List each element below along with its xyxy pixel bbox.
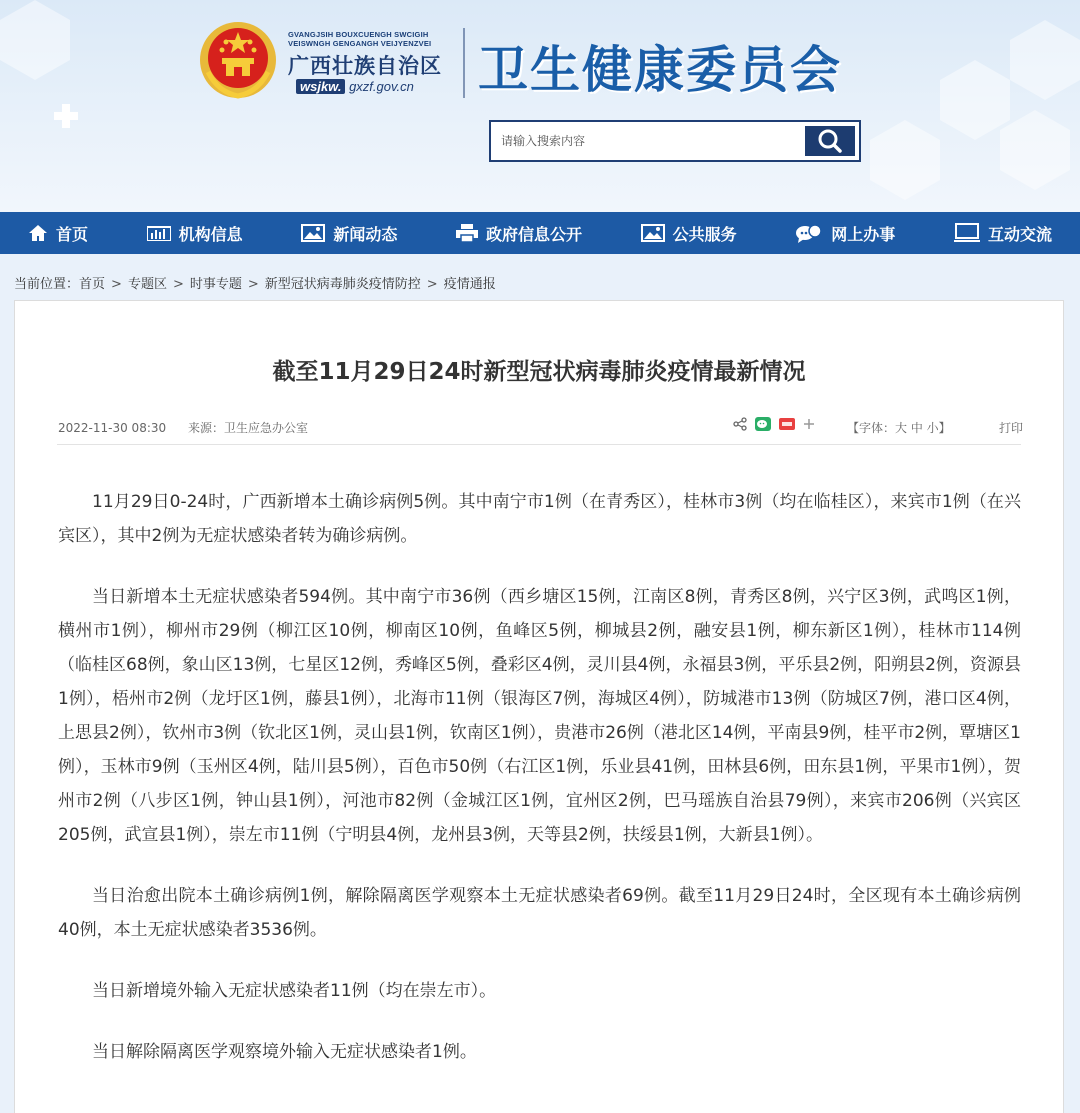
search-box <box>489 120 861 162</box>
article-paragraph: 当日治愈出院本土确诊病例1例，解除隔离医学观察本土无症状感染者69例。截至11月29日24时，全区现有本土确诊病例40例，本土无症状感染者3536例。 <box>58 886 1021 940</box>
plus-icon <box>54 104 78 128</box>
monitor-icon <box>954 223 980 243</box>
breadcrumb: 当前位置：首页 > 专题区 > 时事专题 > 新型冠状病毒肺炎疫情防控 > 疫情通报 <box>14 277 496 292</box>
nav-label: 公共服务 <box>672 224 737 244</box>
nav-item-organization[interactable] <box>147 222 243 245</box>
article-paragraph: 当日新增境外输入无症状感染者11例（均在崇左市）。 <box>92 981 497 1001</box>
search-button[interactable] <box>805 126 855 156</box>
logo-region-name: 广西壮族自治区 <box>288 53 442 78</box>
share-tools <box>733 417 823 431</box>
article-meta <box>58 419 326 436</box>
image-icon <box>301 224 325 242</box>
logo-divider <box>463 28 465 98</box>
nav-item-news[interactable] <box>301 222 397 245</box>
article-source: 来源：卫生应急办公室 <box>187 421 308 435</box>
nav-item-home[interactable] <box>28 222 88 245</box>
print-button[interactable]: 打印 <box>998 421 1023 435</box>
nav-label: 新闻动态 <box>333 224 398 244</box>
share-icon[interactable] <box>733 417 747 431</box>
home-icon <box>28 224 48 242</box>
plus-icon[interactable] <box>803 418 815 430</box>
article-container <box>14 300 1064 1113</box>
nav-item-public-service[interactable] <box>641 222 737 245</box>
meta-divider <box>57 444 1021 445</box>
article-title: 截至11月29日24时新型冠状病毒肺炎疫情最新情况 <box>272 359 806 385</box>
nav-label: 机构信息 <box>178 224 243 244</box>
article-paragraph: 当日解除隔离医学观察境外输入无症状感染者1例。 <box>92 1042 477 1062</box>
article-body <box>58 485 1021 1096</box>
breadcrumb-link[interactable]: 新型冠状病毒肺炎疫情防控 <box>264 277 421 292</box>
nav-item-interaction[interactable] <box>954 222 1052 245</box>
logo-latin-text: GVANGJSIH BOUXCUENGH SWCIGIH VEISWNGH GENGANGH VEIJYENZVEI <box>288 30 432 48</box>
main-nav <box>0 212 1080 254</box>
breadcrumb-link[interactable]: 疫情通报 <box>443 277 496 292</box>
printer-icon <box>456 224 478 242</box>
breadcrumb-link[interactable]: 首页 <box>79 277 106 292</box>
nav-label: 互动交流 <box>987 224 1052 244</box>
nav-label: 政府信息公开 <box>485 224 582 244</box>
search-input[interactable] <box>491 122 803 160</box>
image-icon <box>641 224 665 242</box>
breadcrumb-prefix: 当前位置： <box>14 277 80 292</box>
decor-hexagon <box>1000 110 1070 190</box>
breadcrumb-link[interactable]: 时事专题 <box>189 277 242 292</box>
logo-url: wsjkw. gxzf.gov.cn <box>296 79 414 94</box>
article-paragraph: 当日新增本土无症状感染者594例。其中南宁市36例（西乡塘区15例，江南区8例，青秀区8例，兴宁区3例，武鸣区1例，横州市1例），柳州市29例（柳江区10例，柳南区10例，鱼峰区5例，柳城县2例，融安县1例，柳东新区1例），桂林市114例（临桂区68例，象山区13例，七星区12例，秀峰区5例，叠彩区4例，灵川县4例，永福县3例，平乐县2例，阳朔县2例，资源县1例），梧州市2例（龙圩区1例，藤县1例），北海市11例（银海区7例，海城区4例），防城港市13例（防城区7例，港口区4例，上思县2例），钦州市3例（钦北区1例，灵山县1例，钦南区1例），贵港市26例（港北区14例，平南县9例，桂平市2例，覃塘区1例），玉林市9例（玉州区4例，陆川县5例），百色市50例（右江区1例，乐业县41例，田林县6例，田东县1例，平果市1例），贺州市2例（八步区1例，钟山县1例），河池市82例（金城江区1例，宜州区2例，巴马瑶族自治县79例），来宾市206例（兴宾区205例，武宣县1例），崇左市11例（宁明县4例，龙州县3例，天等县2例，扶绥县1例，大新县1例）。 <box>58 587 1021 845</box>
site-header <box>0 0 1080 212</box>
decor-hexagon <box>870 120 940 200</box>
nav-label: 首页 <box>56 224 89 244</box>
site-title: 卫生健康委员会 <box>478 40 842 99</box>
search-icon <box>805 126 855 156</box>
bar-chart-icon <box>147 225 171 241</box>
nav-item-online-service[interactable] <box>795 222 895 245</box>
decor-hexagon <box>1010 20 1080 100</box>
nav-label: 网上办事 <box>831 224 896 244</box>
article-paragraph: 11月29日0-24时，广西新增本土确诊病例5例。其中南宁市1例（在青秀区），桂林市3例（均在临桂区），来宾市1例（在兴宾区），其中2例为无症状感染者转为确诊病例。 <box>58 492 1021 546</box>
breadcrumb-link[interactable]: 专题区 <box>127 277 167 292</box>
decor-hexagon <box>0 0 70 80</box>
nav-item-gov-info[interactable] <box>456 222 582 245</box>
publish-date: 2022-11-30 08:30 <box>58 421 167 435</box>
national-emblem-icon[interactable] <box>198 20 278 100</box>
wechat-icon[interactable] <box>755 417 771 431</box>
weibo-icon[interactable] <box>779 418 795 430</box>
decor-hexagon <box>940 60 1010 140</box>
font-size-control[interactable]: 【字体：大 中 小】 <box>847 421 951 435</box>
chat-icon <box>795 223 823 243</box>
